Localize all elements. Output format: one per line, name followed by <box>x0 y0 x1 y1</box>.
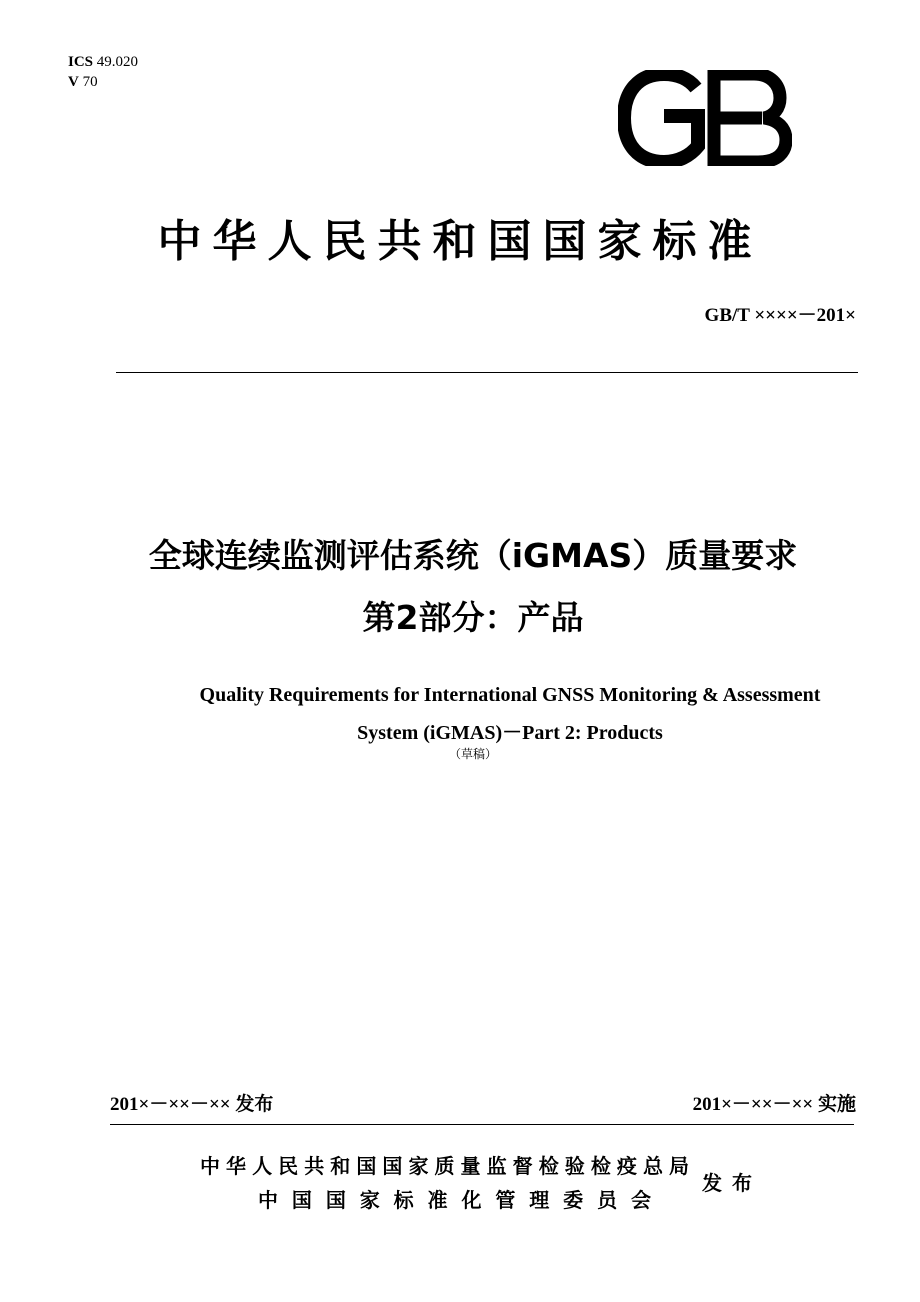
classification-line: V 70 <box>68 74 98 90</box>
bottom-divider <box>110 1124 854 1125</box>
gb-logo <box>618 70 792 166</box>
english-title-line1: Quality Requirements for International GNSS Monitoring & Assessment <box>199 684 821 706</box>
document-title-line2: 第2部分：产品 <box>362 598 584 637</box>
issuer-line1: 中华人民共和国国家质量监督检验检疫总局 <box>200 1154 690 1178</box>
draft-note: （草稿） <box>448 747 497 761</box>
publish-label: 发布 <box>702 1171 762 1195</box>
document-title-line1: 全球连续监测评估系统（iGMAS）质量要求 <box>148 536 798 575</box>
english-title <box>130 676 890 752</box>
top-divider <box>116 372 858 373</box>
ics-line: ICS 49.020 <box>68 54 139 70</box>
implementation-date: 201×－××－×× 实施 <box>692 1094 856 1115</box>
logo-text: GB <box>618 70 620 71</box>
national-standard-title: 中华人民共和国国家标准 <box>157 216 763 267</box>
issue-date: 201×－××－×× 发布 <box>110 1094 274 1115</box>
issuer-line2: 中国国家标准化管理委员会 <box>258 1188 662 1212</box>
english-title-line2: System (iGMAS)－Part 2: Products <box>357 722 663 744</box>
standard-number: GB/T ××××－201× <box>704 305 856 326</box>
ics-block <box>68 52 138 92</box>
